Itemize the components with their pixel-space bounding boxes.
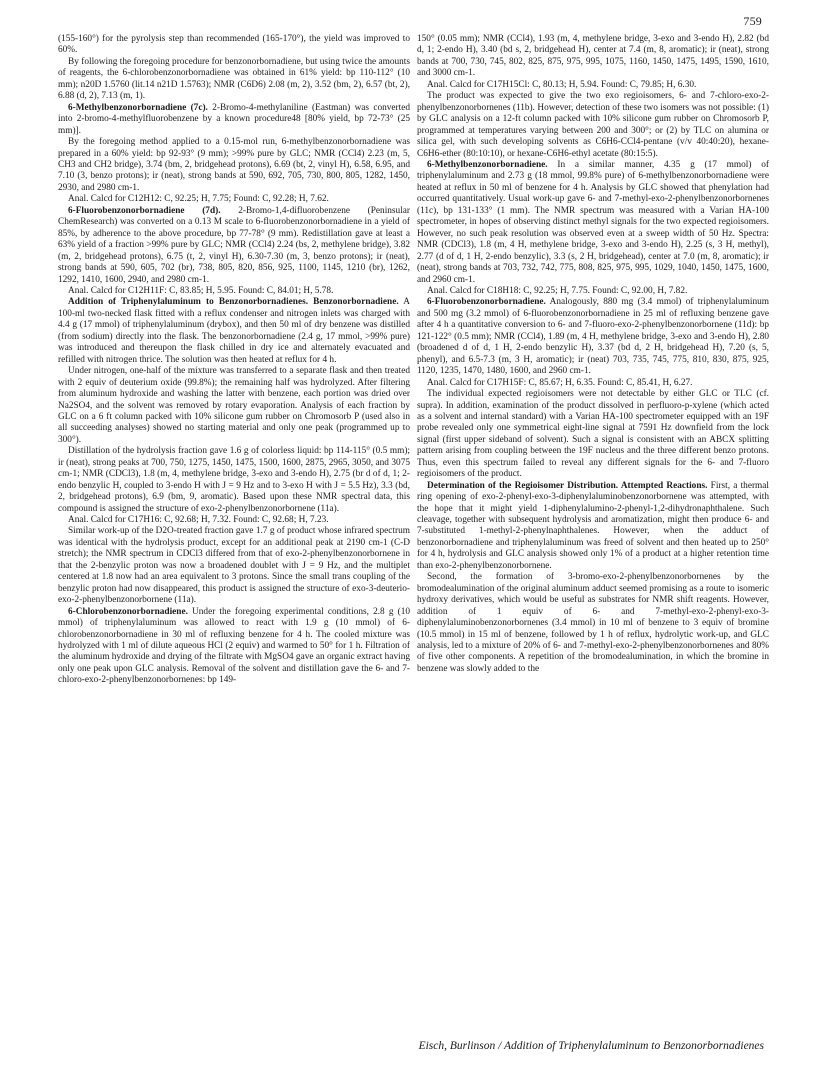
paragraph-heading: 6-Methylbenzonorbornadiene. — [427, 159, 548, 170]
paragraph-text: (155-160°) for the pyrolysis step than recommended (165-170°), the yield was improved to 60%. — [58, 34, 410, 56]
paragraph — [58, 286, 410, 297]
paragraph-text: By following the foregoing procedure for benzonorbornadiene, but using twice the amounts of reagents, the 6-chlorobenzonorbornadiene was obtained in 61% yield: bp 110-112° (10 mm); n20D 1.5760 (lit.14 n21D 1.5763); NMR (C6D6) 2.08 (m, 2), 3.52 (bm, 2), 6.57 (bt, 2), 6.88 (d, 2), 7.13 (m, 1). — [58, 56, 410, 102]
paragraph-text: Similar work-up of the D2O-treated fraction gave 1.7 g of product whose infrared spectrum was identical with the hydrolysis product, except for an additional peak at 2190 cm-1 (C-D stretch); the NMR spectrum in CDCl3 differed from that of exo-2-phenylbenzonorbornene in that the 2-benzylic proton was now a broadened doublet with J = 9 Hz, and the multiplet centered at 1.8 now had an area equivalent to 3 protons. Since the small trans coupling of the benzylic proton had now disappeared, this product is assigned the structure of exo-3-deuterio-exo-2-phenylbenzonorbornene (11a). — [58, 526, 410, 606]
paragraph-heading: 6-Fluorobenzonorbornadiene (7d). — [68, 205, 221, 216]
paragraph — [417, 286, 769, 297]
paragraph — [58, 515, 410, 526]
paragraph-heading: Determination of the Regioisomer Distribution. Attempted Reactions. — [427, 480, 708, 491]
paragraph-text: In a similar manner, 4.35 g (17 mmol) of triphenylaluminum and 2.73 g (18 mmol, 99.8% pure) of 6-methylbenzonorbornadiene were heated at reflux in 50 ml of benzene for 4 h. Analysis by GLC showed that phenylation had occurred quantitatively. Usual work-up gave 6- and 7-methyl-exo-2-phenylbenzonorbornenes (11c), bp 131-133° (1 mm). The NMR spectrum was measured with a Varian HA-100 spectrometer, in hopes of observing distinct methyl signals for the two expected regioisomers. However, no such peak resolution was observed even at a sweep width of 50 Hz. Spectra: NMR (CDCl3), 1.8 (m, 4 H, methylene bridge, 3-exo and 3-endo H), 2.25 (s, 3 H, methyl), 2.77 (d of d, 1 H, 2-endo benzylic), 3.3 (s, 2 H, bridgehead), center at 7.0 (m, 8, aromatic); ir (neat), strong bands at 703, 732, 742, 775, 808, 825, 975, 995, 1029, 1040, 1450, 1475, 1600, and 2960 cm-1. — [417, 159, 769, 285]
paragraph — [58, 137, 410, 194]
paragraph — [58, 34, 410, 57]
paragraph — [58, 57, 410, 103]
paragraph — [58, 607, 410, 687]
paragraph-text: The product was expected to give the two exo regioisomers, 6- and 7-chloro-exo-2-phenylbenzonorbornenes (11b). However, detection of these two isomers was not possible: (1) by GLC analysis on a 12-ft column packed with 10% silicone gum rubber on Chromosorb P, programmed at temperatures varying between 200 and 300°; or (2) by TLC on alumina or silica gel, with such developing solvents as C6H6-CCl4-pentane (v/v 40:40:20), hexane-C6H6-ether (80:10:10), or hexane-C6H6-ethyl acetate (80:15:5). — [417, 91, 769, 159]
paragraph-text: The individual expected regioisomers were not detectable by either GLC or TLC (cf. supra). In addition, examination of the product dissolved in perfluoro-p-xylene (which acted as a solvent and internal standard) with a Varian HA-100 spectrometer equipped with an 19F probe revealed only one symmetrical eight-line signal at 7591 Hz downfield from the lock signal (first upper sideband of solvent). Such a signal is consistent with an ABCX splitting pattern arising from coupling between the 19F nucleus and the three different benzo protons. Thus, even this spectrum failed to reveal any different signals for the 6- and 7-fluoro regioisomers of the product. — [417, 389, 769, 480]
paragraph-text: Anal. Calcd for C12H12: C, 92.25; H, 7.75; Found: C, 92.28; H, 7.62. — [68, 194, 329, 205]
paragraph-heading: 6-Fluorobenzonorbornadiene. — [427, 297, 546, 308]
paragraph-text: 2-Bromo-4-methylaniline (Eastman) was converted into 2-bromo-4-methylfluorobenzene by a known procedure48 [80% yield, bp 72-73° (25 mm)]. — [58, 102, 410, 136]
paragraph-text: Under the foregoing experimental conditions, 2.8 g (10 mmol) of triphenylaluminum was allowed to react with 1.9 g (10 mmol) of 6-chlorobenzonorbornadiene in 30 ml of refluxing benzene for 4 h. The cooled mixture was hydrolyzed with 1 ml of dilute aqueous HCl (2 equiv) and warmed to 50° for 1 h. Filtration of the aluminum hydroxide and drying of the filtrate with MgSO4 gave an organic extract having only one peak upon GLC analysis. Removal of the solvent and distillation gave the 6- and 7-chloro-exo-2-phenylbenzonorbornenes: bp 149- — [58, 606, 410, 686]
paragraph — [417, 378, 769, 389]
paragraph-text: Distillation of the hydrolysis fraction gave 1.6 g of colorless liquid: bp 114-115° (0.5 mm); ir (neat), strong peaks at 700, 750, 1275, 1450, 1475, 1500, 1600, 2875, 2965, 3050, and 3075 cm-1; NMR (CDCl3), 1.8 (m, 4, methylene bridge, 3-exo and 3-endo H), 2.75 (br d of d, 1; 2-endo benzylic H, coupled to 3-endo H with J = 9 Hz and to 3-exo H with J = 5.5 Hz), 3.3 (bd, 2, bridgehead protons), 6.9 (bm, 9, aromatic). Based upon these NMR spectral data, this compound is assigned the structure of exo-2-phenylbenzonorbornene (11a). — [58, 446, 410, 514]
paragraph — [417, 160, 769, 286]
paragraph-text: First, a thermal ring opening of exo-2-phenyl-exo-3-diphenylaluminobenzonorbornene was attempted, with the hope that it might yield 1-diphenylalumino-2-phenyl-1,2-dihydronaphthalene. Such cleavage, together with subsequent hydrolysis and aromatization, might then produce 6- and 7-substituted 1-methyl-2-phenylnaphthalenes. However, when the adduct of benzonorbornadiene and triphenylaluminum was freed of solvent and then heated up to 250° for 4 h, hydrolysis and GLC analysis showed only 1% of a product at a higher retention time than exo-2-phenylbenzonorbornene. — [417, 480, 769, 571]
paragraph — [58, 297, 410, 366]
paragraph-heading: Addition of Triphenylaluminum to Benzonorbornadienes. Benzonorbornadiene. — [68, 297, 399, 308]
paragraph-text: 150° (0.05 mm); NMR (CCl4), 1.93 (m, 4, methylene bridge, 3-exo and 3-endo H), 2.82 (bd d, 1; 2-endo H), 3.40 (bd s, 2, bridgehead H), center at 7.4 (m, 8, aromatic); ir (neat), strong bands at 700, 730, 745, 802, 825, 875, 975, 995, 1075, 1160, 1450, 1475, 1495, 1590, 1610, and 3000 cm-1. — [417, 34, 769, 79]
paragraph — [58, 103, 410, 137]
paragraph — [417, 297, 769, 377]
paragraph — [58, 194, 410, 205]
paragraph-heading: 6-Chlorobenzonorbornadiene. — [68, 606, 188, 617]
paragraph-text: Anal. Calcd for C18H18: C, 92.25; H, 7.75. Found: C, 92.00, H, 7.82. — [427, 285, 688, 296]
running-footer: Eisch, Burlinson / Addition of Triphenylaluminum to Benzonorbornadienes — [418, 1040, 764, 1052]
paragraph-text: Analogously, 880 mg (3.4 mmol) of triphenylaluminum and 500 mg (3.2 mmol) of 6-fluorobenzonorbornadiene in 25 ml of refluxing benzene gave after 4 h a quantitative conversion to 6- and 7-fluoro-exo-2-phenylbenzonorbornene (11d): bp 121-122° (0.5 mm); NMR (CCl4), 1.89 (m, 4 H, methylene bridge, 3-exo and 3-endo H), 2.80 (broadened d of d, 1 H, 2-endo benzylic H), 3.37 (bd d, 2 H, bridgehead H), 7.20 (s, 5, phenyl), and 6.5-7.3 (m, 3 H, aromatic); ir (neat) 703, 735, 745, 775, 810, 830, 875, 925, 1120, 1235, 1470, 1480, 1600, and 2960 cm-1. — [417, 297, 769, 377]
paragraph-text: 2-Bromo-1,4-difluorobenzene (Peninsular ChemResearch) was converted on a 0.13 M scale to 6-fluorobenzonorbornadiene in a yield of 85%, by adherence to the above procedure, bp 77-78° (9 mm). Redistillation gave at least a 63% yield of a fraction >99% pure by GLC; NMR (CCl4) 2.24 (bs, 2, methylene bridge), 3.82 (m, 2, bridgehead protons), 6.75 (t, 2, vinyl H), 6.30-7.30 (m, 3, benzo protons); ir (neat), strong bands at 590, 605, 702 (br), 738, 805, 820, 856, 925, 1100, 1145, 1210 (br), 1262, 1292, 1410, 1600, 2940, and 2980 cm-1. — [58, 205, 410, 285]
paragraph — [417, 481, 769, 573]
paragraph — [58, 366, 410, 446]
paragraph-text: Anal. Calcd for C12H11F: C, 83.85; H, 5.95. Found: C, 84.01; H, 5.78. — [68, 285, 334, 296]
paragraph-text: Anal. Calcd for C17H16: C, 92.68; H, 7.32. Found: C, 92.68; H, 7.23. — [68, 515, 329, 526]
left-column — [58, 34, 410, 1024]
paragraph-text: A 100-ml two-necked flask fitted with a reflux condenser and nitrogen inlets was charged with 4.4 g (17 mmol) of triphenylaluminum (drybox), and then 50 ml of dry benzene was distilled (from sodium) directly into the flask. The benzonorbornadiene (2.4 g, 17 mmol, >99% pure) was introduced and thereupon the flask chilled in dry ice and alternately evacuated and refilled with nitrogen thrice. The solution was then heated at reflux for 4 h. — [58, 297, 410, 365]
paragraph-text: By the foregoing method applied to a 0.15-mol run, 6-methylbenzonorbornadiene was prepared in a 60% yield: bp 92-93° (9 mm); >99% pure by GLC; NMR (CCl4) 2.23 (m, 5, CH3 and CH2 bridge), 3.74 (bm, 2, bridgehead protons), 6.69 (bt, 2, vinyl H), 6.58, 6.95, and 7.10 (3, benzo protons); ir (neat), strong bands at 590, 692, 705, 730, 800, 805, 1282, 1450, 2930, and 2980 cm-1. — [58, 137, 410, 193]
paragraph — [417, 80, 769, 91]
paragraph-text: Second, the formation of 3-bromo-exo-2-phenylbenzonorbornenes by the bromodealumination of the original aluminum adduct seemed promising as a route to isomeric hydroxy derivatives, which would be useful as substrates for NMR shift reagents. However, addition of 1 equiv of 6- and 7-methyl-exo-2-phenyl-exo-3-diphenylaluminobenzonorbornenes (3.4 mmol) in 10 ml of benzene to 3 equiv of bromine (10.5 mmol) in 15 ml of benzene, followed by 1 h of reflux, hydrolytic work-up, and GLC analysis, led to a mixture of 20% of 6- and 7-methyl-exo-2-phenylbenzonorbornenes and 80% of five other components. A repetition of the bromodealumination, in which the bromine in benzene was slowly added to the — [417, 572, 769, 674]
paragraph — [417, 389, 769, 481]
paragraph — [58, 446, 410, 515]
paragraph — [58, 206, 410, 286]
page-number: 759 — [743, 14, 762, 28]
paragraph-text: Anal. Calcd for C17H15Cl: C, 80.13; H, 5.94. Found: C, 79.85; H, 6.30. — [427, 79, 697, 90]
paragraph-heading: 6-Methylbenzonorbornadiene (7c). — [68, 102, 208, 113]
paragraph-text: Under nitrogen, one-half of the mixture was transferred to a separate flask and then treated with 2 equiv of deuterium oxide (99.8%); the remaining half was hydrolyzed. After filtering from aluminum hydroxide and washing the latter with benzene, each portion was dried over Na2SO4, and the solvent was removed by rotary evaporation. Analysis of each fraction by GLC on a 6 ft column packed with 10% silicone gum rubber on Chromosorb P (used also in all succeeding analyses) showed no starting material and only one peak (programmed up to 300°). — [58, 366, 410, 445]
right-column — [417, 34, 769, 1024]
paragraph-text: Anal. Calcd for C17H15F: C, 85.67; H, 6.35. Found: C, 85.41, H, 6.27. — [427, 377, 693, 388]
paragraph — [58, 526, 410, 606]
paragraph — [417, 572, 769, 675]
paragraph — [417, 34, 769, 80]
paragraph — [417, 91, 769, 160]
